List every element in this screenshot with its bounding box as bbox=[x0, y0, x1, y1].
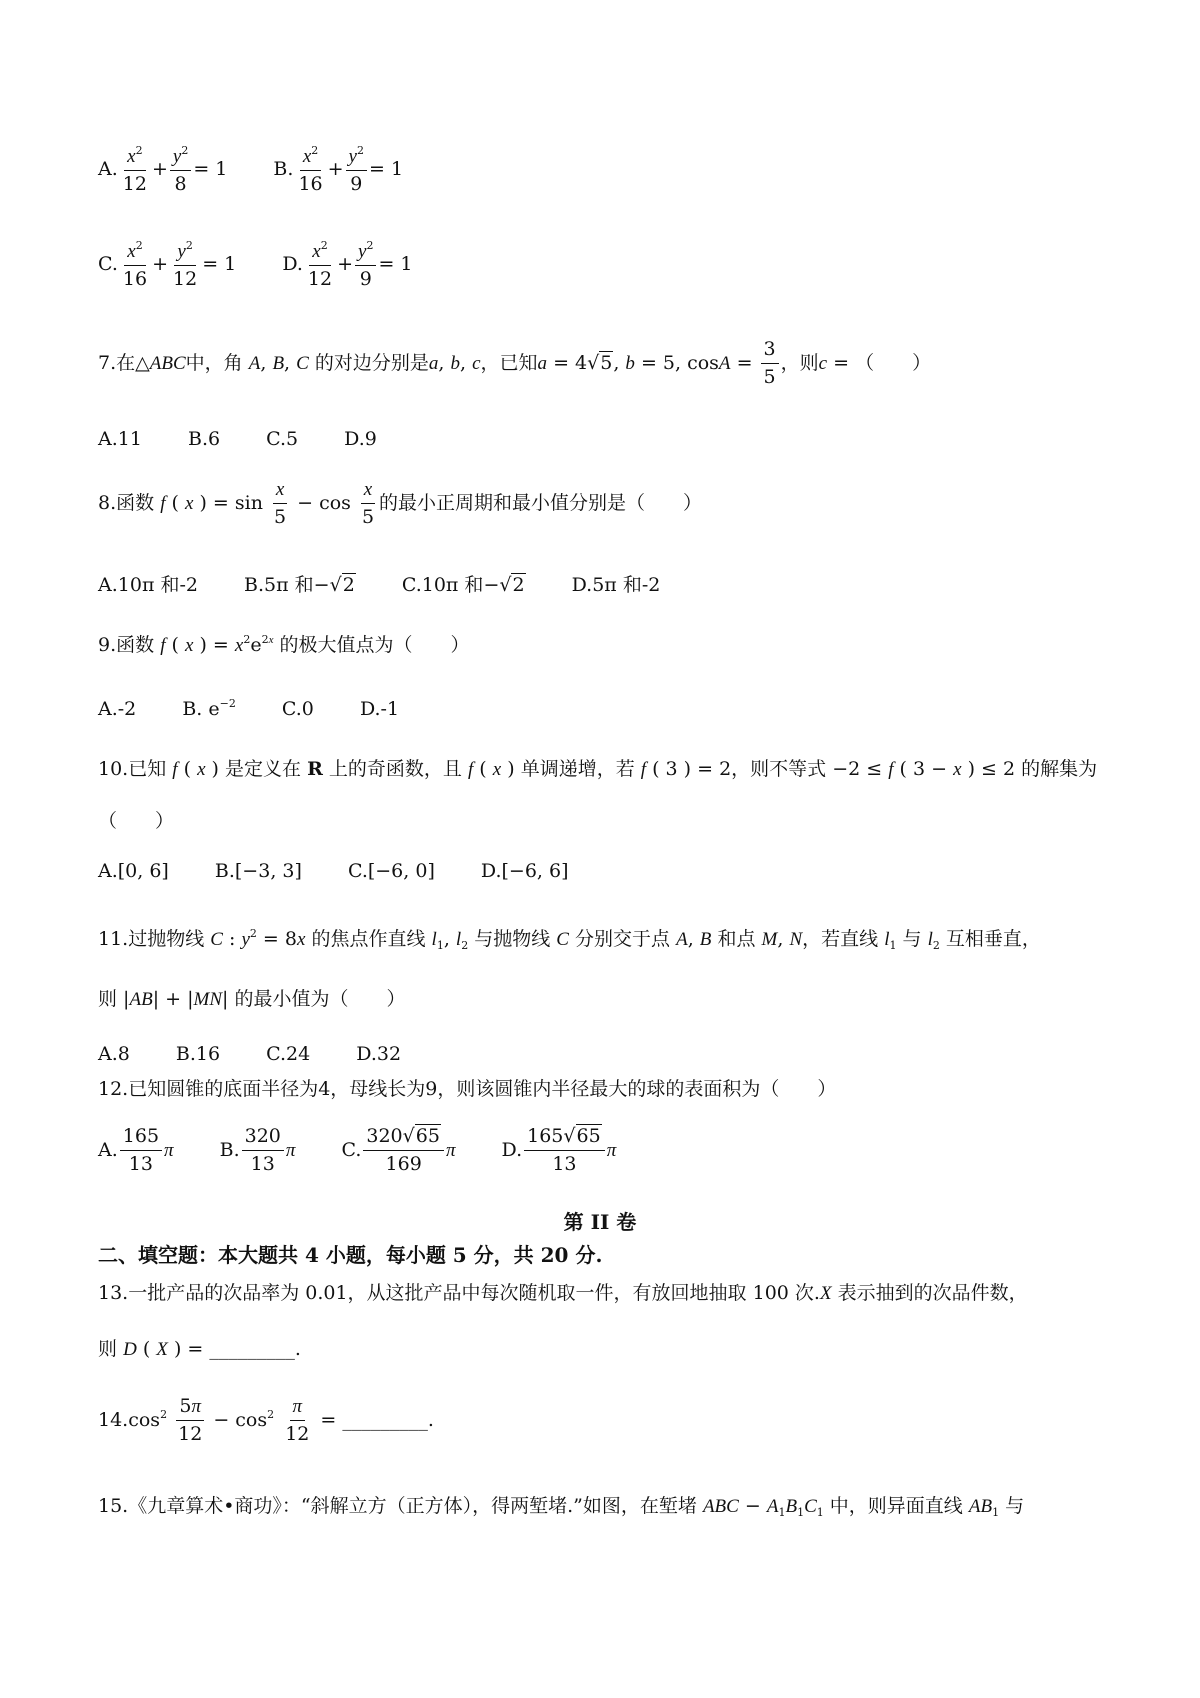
q8-option-b: B.5π 和−√2 bbox=[244, 574, 355, 596]
q6-option-a: A. $\frac{x^2}{12}$ + $\frac{y^2}{8}$ = 1 bbox=[98, 144, 228, 195]
q12-stem: 12.已知圆锥的底面半径为4，母线长为9，则该圆锥内半径最大的球的表面积为（ ） bbox=[98, 1078, 837, 1100]
q13-stem: 13.一批产品的次品率为 0.01，从这批产品中每次随机取一件，有放回地抽取 100 次.X 表示抽到的次品件数， bbox=[98, 1282, 1028, 1304]
q10-option-b: B.[−3, 3] bbox=[214, 860, 302, 882]
q6-option-b: B. $\frac{x^2}{16}$ + $\frac{y^2}{9}$ = 1 bbox=[273, 144, 404, 195]
q12-options bbox=[98, 1127, 656, 1175]
q7-option-a: A.11 bbox=[98, 428, 142, 450]
q11-option-a: A.8 bbox=[98, 1043, 130, 1065]
q8-stem: 8.函数 f ( x ) = sin $\frac{x}{5}$ − cos $\frac{x}{5}$ 的最小正周期和最小值分别是（ ） bbox=[98, 479, 703, 528]
q9-options bbox=[98, 698, 439, 719]
q7-option-d: D.9 bbox=[344, 428, 377, 450]
q6-options-row2 bbox=[98, 240, 453, 290]
q9-option-d: D.-1 bbox=[359, 698, 400, 720]
section2-title: 第 II 卷 bbox=[563, 1210, 637, 1234]
q11-stem: 11.过抛物线 C : $y^2 = 8x$ 的焦点作直线 $l_1$, $l_2$ 与抛物线 C 分别交于点 A, B 和点 M, N，若直线 $l_1$ 与 $l_2$ 互相垂直， bbox=[98, 927, 1041, 952]
q13-blank: _________. bbox=[209, 1338, 301, 1360]
q12-option-d: D. $\frac{165√65}{13}$ π bbox=[501, 1125, 617, 1175]
q7-options bbox=[98, 428, 417, 450]
q8-option-a: A.10π 和-2 bbox=[98, 574, 198, 596]
q10-paren: （ ） bbox=[98, 810, 175, 832]
q6-option-c: C. $\frac{x^2}{16}$ + $\frac{y^2}{12}$ = 1 bbox=[98, 239, 237, 290]
q10-option-a: A.[0, 6] bbox=[98, 860, 169, 882]
q11-option-c: C.24 bbox=[266, 1043, 311, 1065]
q12-option-b: B. $\frac{320}{13}$ π bbox=[219, 1125, 296, 1175]
q12-option-c: C. $\frac{320√65}{169}$ π bbox=[341, 1125, 456, 1175]
q13-line2: 则 D ( X ) = _________. bbox=[98, 1338, 301, 1360]
q11-options bbox=[98, 1045, 441, 1064]
q7-option-b: B.6 bbox=[187, 428, 221, 450]
q11-option-d: D.32 bbox=[356, 1043, 402, 1065]
q15-stem: 15.《九章算术•商功》：“斜解立方（正方体），得两堑堵.”如图，在堑堵 ABC − $A_1B_1C_1$ 中，则异面直线 $AB_1$ 与 bbox=[98, 1495, 1025, 1519]
q8-option-c: C.10π 和−√2 bbox=[401, 574, 525, 596]
q9-option-c: C.0 bbox=[281, 698, 314, 720]
q6-option-d: D. $\frac{x^2}{12}$ + $\frac{y^2}{9}$ = 1 bbox=[282, 239, 413, 290]
q11-option-b: B.16 bbox=[175, 1043, 221, 1065]
q14-stem: $14.\cos^2$ $\frac{5\pi}{12}$ − $\cos^2$ $\frac{\pi}{12}$ = _________. bbox=[98, 1395, 434, 1445]
q9-stem: 9.函数 f ( x ) = $x^2e^{2x}$ 的极大值点为（ ） bbox=[98, 633, 470, 656]
q10-option-c: C.[−6, 0] bbox=[347, 860, 435, 882]
q10-options bbox=[98, 862, 609, 881]
q8-options bbox=[98, 570, 700, 597]
section2-heading: 二、填空题：本大题共 4 小题，每小题 5 分，共 20 分. bbox=[98, 1243, 603, 1267]
q12-option-a: A. $\frac{165}{13}$ π bbox=[98, 1125, 174, 1175]
q9-option-b: B. $e^{-2}$ bbox=[182, 697, 236, 720]
q10-option-d: D.[−6, 6] bbox=[480, 860, 569, 882]
q7-stem: 7.在△ABC中，角 A, B, C 的对边分别是a, b, c，已知a = 4√5, b = 5, cosA = $\frac{3}{5}$ ，则c = （ ） bbox=[98, 338, 932, 388]
q14-blank: _________. bbox=[342, 1408, 434, 1431]
q10-stem: 10.已知 f ( x ) 是定义在 R 上的奇函数，且 f ( x ) 单调递增，若 f ( 3 ) = 2，则不等式 −2 ≤ f ( 3 − x ) ≤ 2 的解集为 bbox=[98, 758, 1098, 780]
q8-option-d: D.5π 和-2 bbox=[571, 574, 661, 596]
q11-line2: 则 |AB| + |MN| 的最小值为（ ） bbox=[98, 988, 406, 1010]
q7-option-c: C.5 bbox=[266, 428, 299, 450]
q9-option-a: A.-2 bbox=[98, 698, 137, 720]
q6-options-row1 bbox=[98, 145, 443, 195]
